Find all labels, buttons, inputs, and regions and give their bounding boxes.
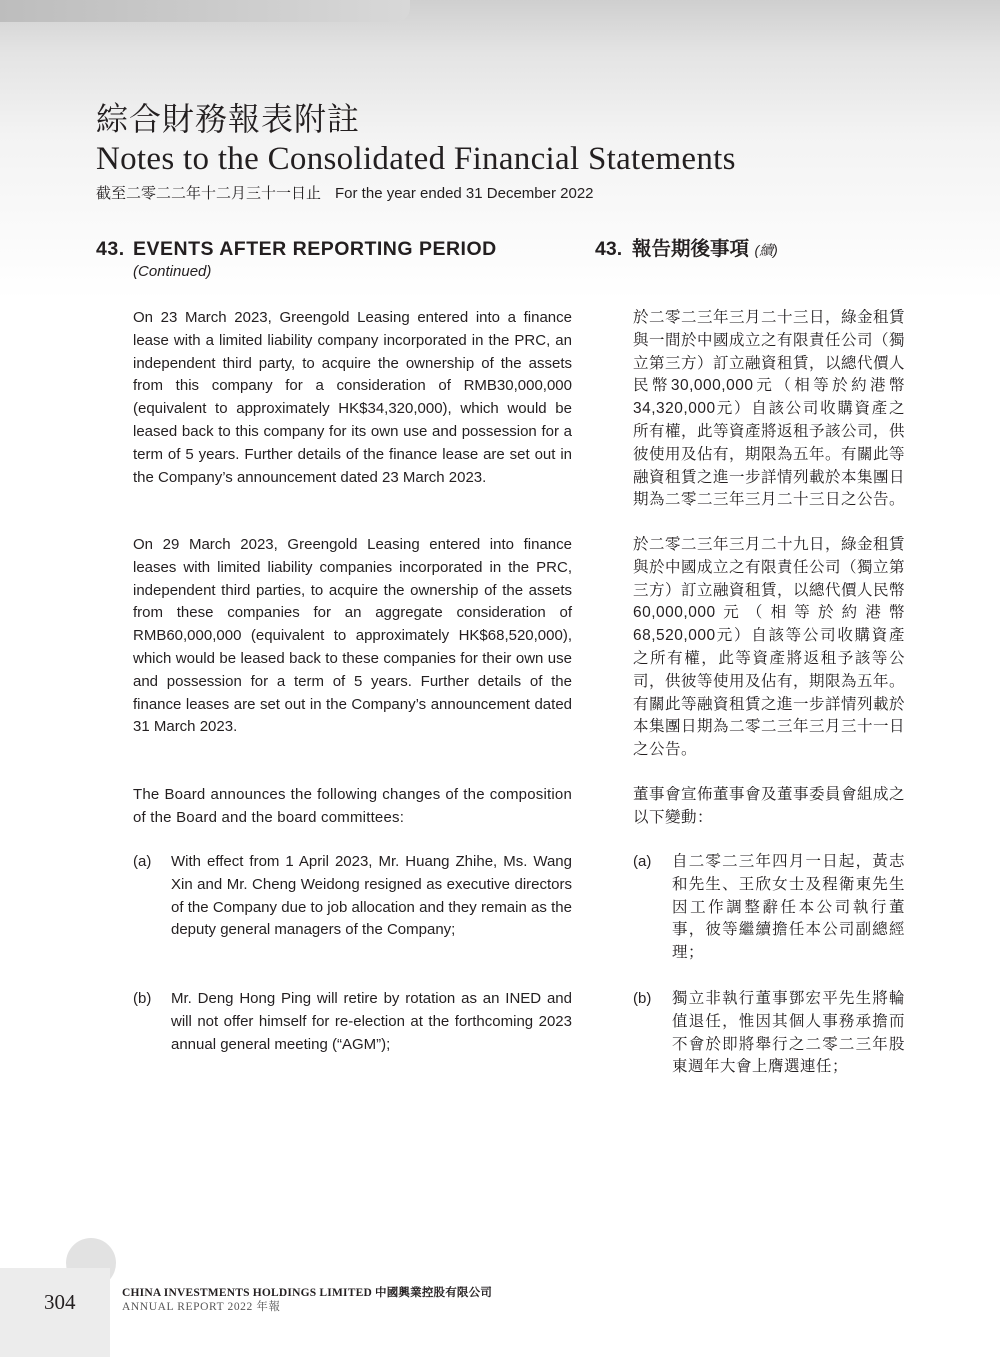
paragraph-en-1: On 23 March 2023, Greengold Leasing entered into a finance lease with a limited liability company incorporated in the PRC, an independent third party, to acquire the ownership of the assets from this company for a consideration of RMB30,000,000 (equivalent to approximately HK$34,320,000), which would be leased back to this company for its own use and possession for a term of 5 years. Further details of the finance lease are set out in the Company’s announcement dated 23 March 2023.	[133, 309, 572, 486]
section-number-zh: 43.	[595, 238, 623, 260]
paragraph-zh-2: 於二零二三年三月二十九日，綠金租賃與於中國成立之有限責任公司（獨立第三方）訂立融資租賃，以總代價人民幣60,000,000元（相等於約港幣68,520,000元）自該等公司收購資產之所有權，此等資產將返租予該等公司，供彼等使用及佔有，期限為五年。有關此等融資租賃之進一步詳情列載於本集團日期為二零二三年三月三十一日之公告。	[633, 536, 906, 759]
period-zh: 截至二零二二年十二月三十一日止	[96, 185, 322, 202]
item-text-en-a: With effect from 1 April 2023, Mr. Huang Zhihe, Ms. Wang Xin and Mr. Cheng Weidong resigned as executive directors of the Company due to job allocation and they remain as the deputy general managers of the Company;	[171, 853, 572, 939]
header-decoration	[0, 0, 410, 22]
section-title-zh: 報告期後事項	[632, 238, 750, 260]
page-header	[96, 98, 736, 204]
section-continued-en: (Continued)	[133, 263, 212, 280]
item-label-zh-a: (a)	[633, 853, 652, 870]
item-text-en-b: Mr. Deng Hong Ping will retire by rotation as an INED and will not offer himself for re-election at the forthcoming 2023 annual general meeting (“AGM”);	[171, 990, 572, 1053]
section-number: 43.	[96, 238, 125, 260]
footer-company: CHINA INVESTMENTS HOLDINGS LIMITED 中國興業控股有限公司	[122, 1287, 493, 1299]
page-title-zh: 綜合財務報表附註	[96, 100, 361, 138]
item-text-zh-b: 獨立非執行董事鄧宏平先生將輪值退任，惟因其個人事務承擔而不會於即將舉行之二零二三年股東週年大會上膺選連任；	[672, 990, 905, 1076]
period-en: For the year ended 31 December 2022	[335, 185, 594, 202]
footer-text	[122, 1286, 492, 1314]
section-continued-zh: (續)	[754, 242, 778, 258]
paragraph-en-2: On 29 March 2023, Greengold Leasing entered into finance leases with limited liability companies incorporated in the PRC, independent third parties, to acquire the ownership of the assets from these companies for an aggregate consideration of RMB60,000,000 (equivalent to approximately HK$68,520,000), which would be leased back to these companies for their own use and possession for a term of 5 years. Further details of the finance leases are set out in the Company’s announcement dated 31 March 2023.	[133, 536, 572, 736]
item-text-zh-a: 自二零二三年四月一日起，黃志和先生、王欣女士及程衛東先生因工作調整辭任本公司執行董事，彼等繼續擔任本公司副總經理；	[672, 853, 905, 962]
page-subtitle	[96, 184, 736, 204]
chinese-column	[595, 236, 907, 1076]
page-title-en: Notes to the Consolidated Financial Statements	[96, 141, 736, 177]
paragraph-zh-3: 董事會宣佈董事會及董事委員會組成之以下變動：	[633, 786, 906, 826]
page-number: 304	[44, 1290, 76, 1314]
section-heading-en	[96, 236, 572, 262]
section-title-en: EVENTS AFTER REPORTING PERIOD	[133, 238, 497, 260]
section-heading-zh	[595, 236, 907, 263]
paragraph-en-3: The Board announces the following changes of the composition of the Board and the board committees:	[133, 786, 572, 826]
item-label-zh-b: (b)	[633, 990, 652, 1007]
english-column	[96, 236, 572, 1053]
item-label-en-b: (b)	[133, 990, 152, 1007]
footer-report: ANNUAL REPORT 2022 年報	[122, 1301, 281, 1313]
item-label-en-a: (a)	[133, 853, 152, 870]
paragraph-zh-1: 於二零二三年三月二十三日，綠金租賃與一間於中國成立之有限責任公司（獨立第三方）訂立融資租賃，以總代價人民幣30,000,000元（相等於約港幣34,320,000元）自該公司收購資產之所有權，此等資產將返租予該公司，供彼使用及佔有，期限為五年。有關此等融資租賃之進一步詳情列載於本集團日期為二零二三年三月二十三日之公告。	[633, 309, 906, 509]
